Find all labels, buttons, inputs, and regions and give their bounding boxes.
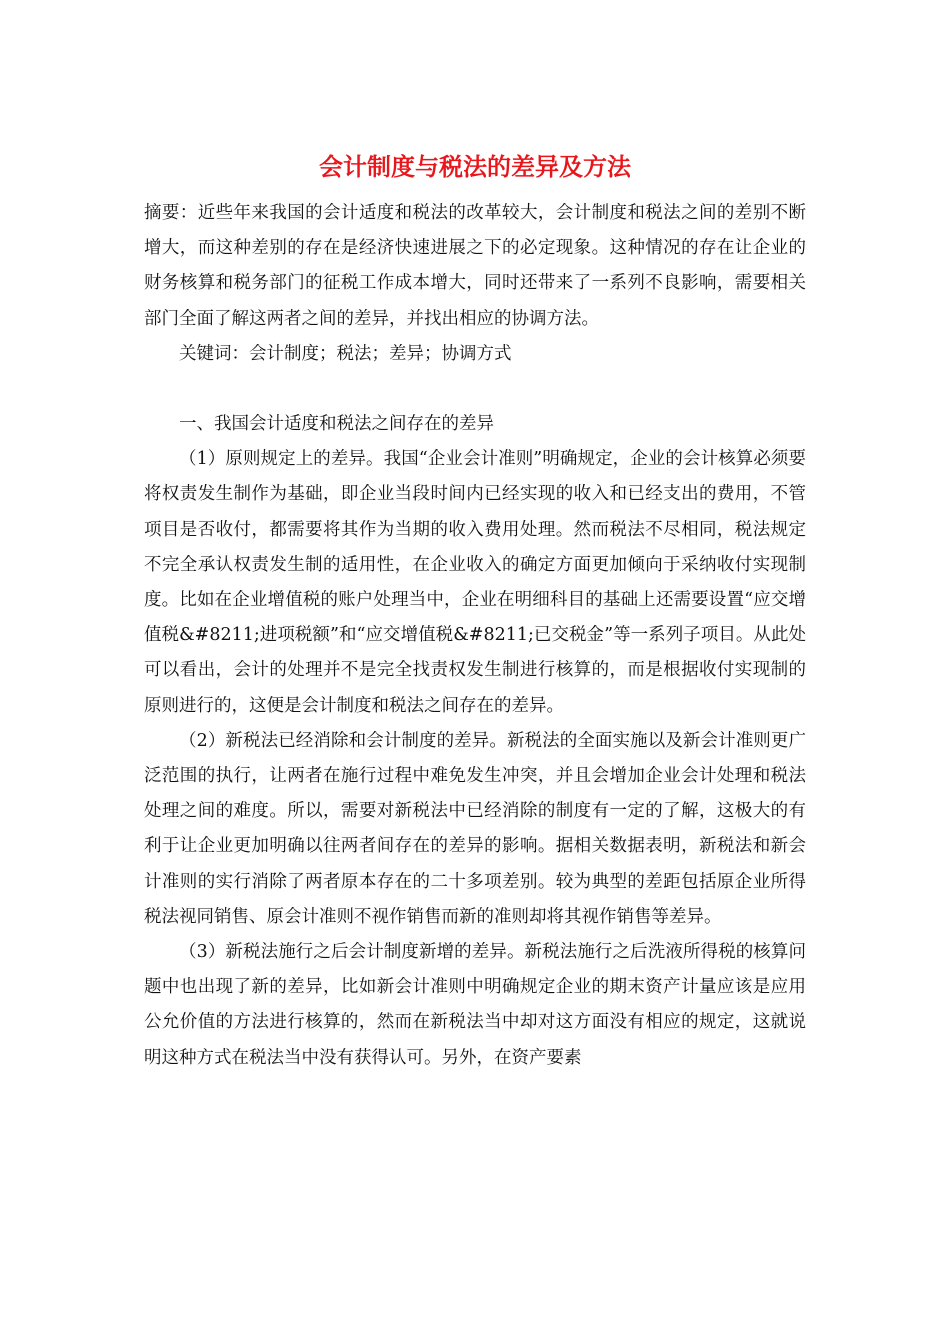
- keywords-line: 关键词：会计制度；税法；差异；协调方式: [179, 343, 512, 364]
- document-title: 会计制度与税法的差异及方法: [319, 153, 631, 181]
- document-body: [144, 196, 806, 1076]
- section-spacer: [144, 372, 806, 407]
- abstract-paragraph: 摘要：近些年来我国的会计适度和税法的改革较大，会计制度和税法之间的差别不断增大，而这种差别的存在是经济快速进展之下的必定现象。这种情况的存在让企业的财务核算和税务部门的征税工作成本增大，同时还带来了一系列不良影响，需要相关部门全面了解这两者之间的差异，并找出相应的协调方法。: [144, 203, 806, 329]
- body-paragraph: （1）原则规定上的差异。我国“企业会计准则”明确规定，企业的会计核算必须要将权责发生制作为基础，即企业当段时间内已经实现的收入和已经支出的费用，不管项目是否收付，都需要将其作为当期的收入费用处理。然而税法不尽相同，税法规定不完全承认权责发生制的适用性，在企业收入的确定方面更加倾向于采纳收付实现制度。比如在企业增值税的账户处理当中，企业在明细科目的基础上还需要设置“应交增值税&#8211;进项税额”和“应交增值税&#8211;已交税金”等一系列子项目。从此处可以看出，会计的处理并不是完全找责权发生制进行核算的，而是根据收付实现制的原则进行的，这便是会计制度和税法之间存在的差异。: [144, 449, 806, 716]
- body-paragraph: （2）新税法已经消除和会计制度的差异。新税法的全面实施以及新会计准则更广泛范围的执行，让两者在施行过程中难免发生冲突，并且会增加企业会计处理和税法处理之间的难度。所以，需要对新税法中已经消除的制度有一定的了解，这极大的有利于让企业更加明确以往两者间存在的差异的影响。据相关数据表明，新税法和新会计准则的实行消除了两者原本存在的二十多项差别。较为典型的差距包括原企业所得税法视同销售、原会计准则不视作销售而新的准则却将其视作销售等差异。: [144, 730, 806, 927]
- body-paragraph: （3）新税法施行之后会计制度新增的差异。新税法施行之后洗液所得税的核算问题中也出现了新的差异，比如新会计准则中明确规定企业的期末资产计量应该是应用公允价值的方法进行核算的，然而在新税法当中却对这方面没有相应的规定，这就说明这种方式在税法当中没有获得认可。另外，在资产要素: [144, 942, 806, 1068]
- section-heading: 一、我国会计适度和税法之间存在的差异: [179, 414, 494, 435]
